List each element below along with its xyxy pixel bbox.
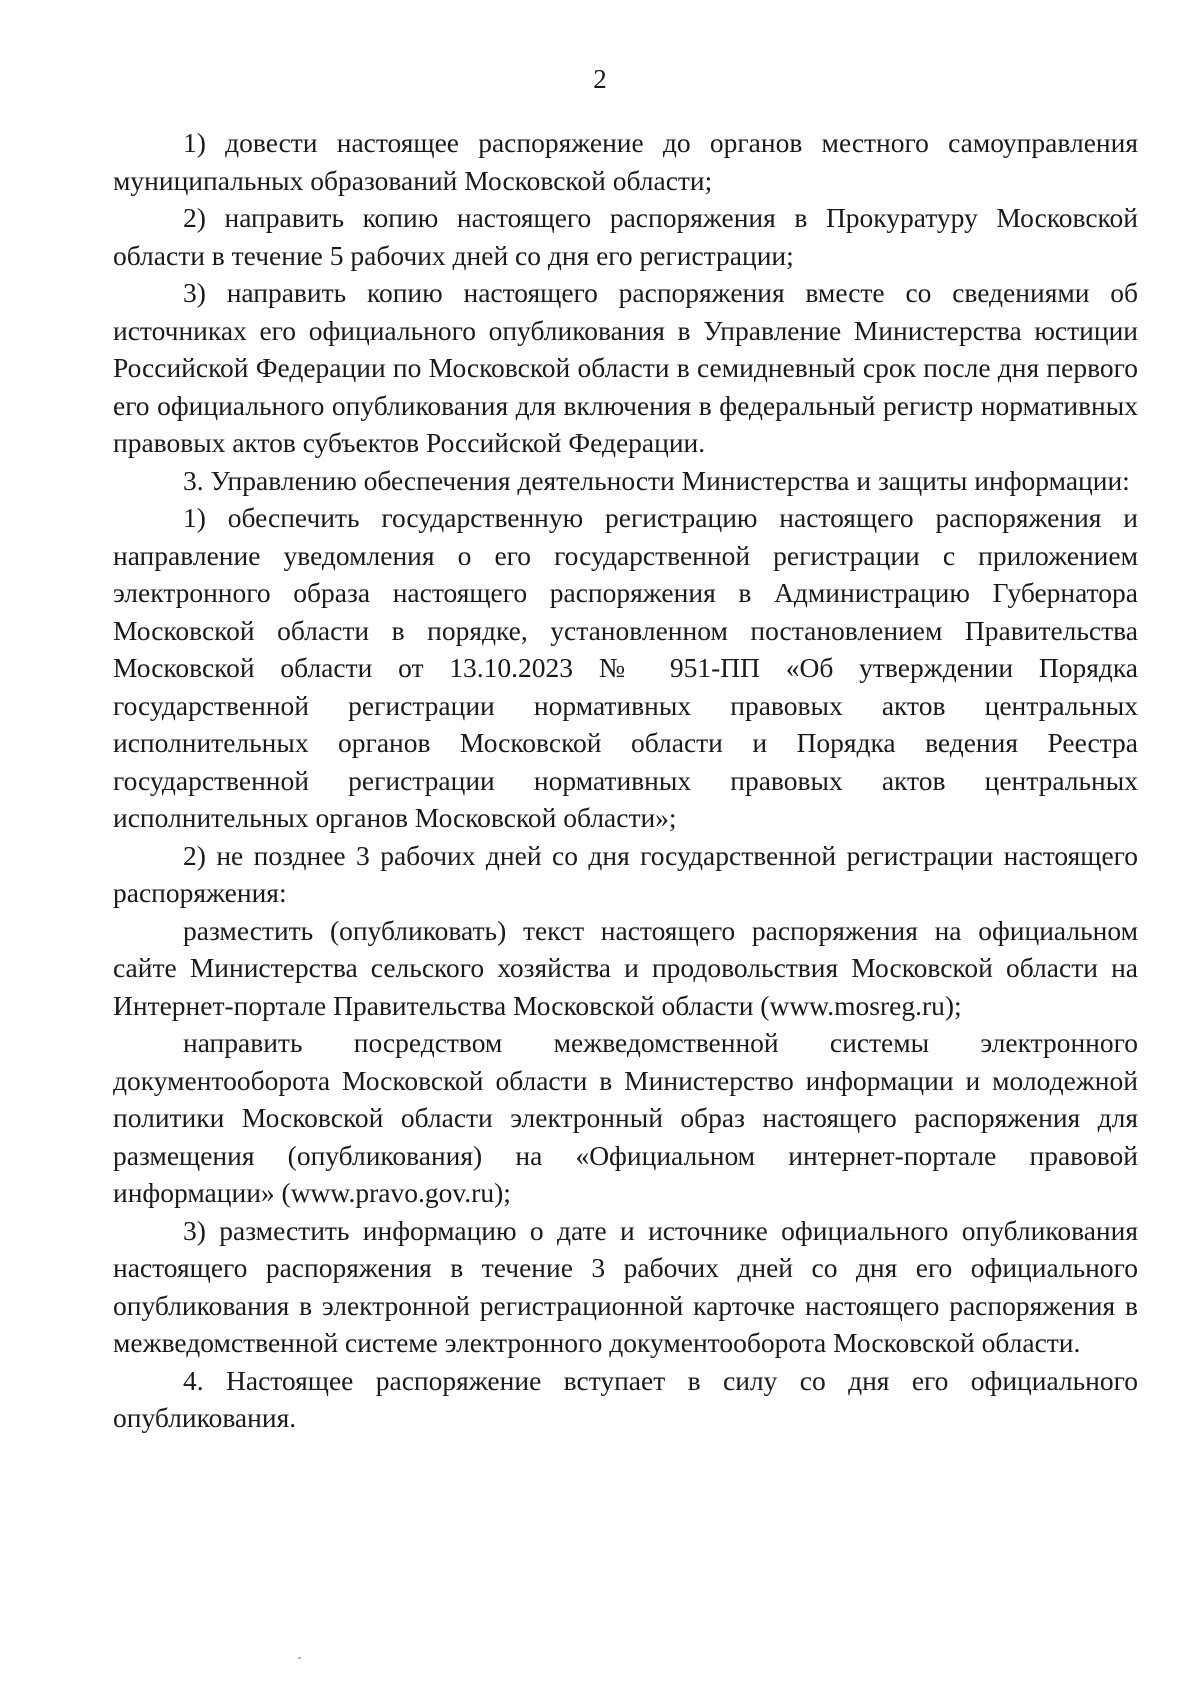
paragraph-publish-pravo: направить посредством межведомственной системы электронного документооборота Московской области в Министерство информации и молодежной политики Московской области электронный образ настоящего распоряжения для размещения (опубликования) на «Официальном интернет-портале правовой информации» (www.pravo.gov.ru); (113, 1027, 1138, 1208)
paragraph-section-4: 4. Настоящее распоряжение вступает в силу со дня его официального опубликования. (113, 1364, 1138, 1433)
paragraph-publish-site: разместить (опубликовать) текст настоящего распоряжения на официальном сайте Министерства сельского хозяйства и продовольствия Московской области на Интернет-портале Правительства Московской области (www.mosreg.ru); (113, 914, 1138, 1021)
paragraph-item-2: 2) направить копию настоящего распоряжения в Прокуратуру Московской области в течение 5 рабочих дней со дня его регистрации; (113, 202, 1138, 271)
scan-speck (298, 1657, 301, 1659)
paragraph-item-3: 3) направить копию настоящего распоряжения вместе со сведениями об источниках его официального опубликования в Управление Министерства юстиции Российской Федерации по Московской области в семидневный срок после дня первого его официального опубликования для включения в федеральный регистр нормативных правовых актов субъектов Российской Федерации. (113, 277, 1138, 458)
paragraph-section-3-item-2: 2) не позднее 3 рабочих дней со дня государственной регистрации настоящего распоряжения: (113, 839, 1138, 908)
paragraph-item-1: 1) довести настоящее распоряжение до органов местного самоуправления муниципальных образований Московской области; (113, 127, 1138, 196)
paragraph-section-3-item-3: 3) разместить информацию о дате и источнике официального опубликования настоящего распоряжения в течение 3 рабочих дней со дня его официального опубликования в электронной регистрационной карточке настоящего распоряжения в межведомственной системе электронного документооборота Московской области. (113, 1214, 1138, 1358)
document-body (113, 124, 1138, 1437)
paragraph-section-3-item-1: 1) обеспечить государственную регистрацию настоящего распоряжения и направление уведомления о его государственной регистрации с приложением электронного образа настоящего распоряжения в Администрацию Губернатора Московской области в порядке, установленном постановлением Правительства Московской области от 13.10.2023 № 951-ПП «Об утверждении Порядка государственной регистрации нормативных правовых актов центральных исполнительных органов Московской области и Порядка ведения Реестра государственной регистрации нормативных правовых актов центральных исполнительных органов Московской области»; (113, 502, 1138, 833)
page-number: 2 (593, 64, 607, 94)
paragraph-section-3: 3. Управлению обеспечения деятельности Министерства и защиты информации: (183, 464, 1130, 496)
